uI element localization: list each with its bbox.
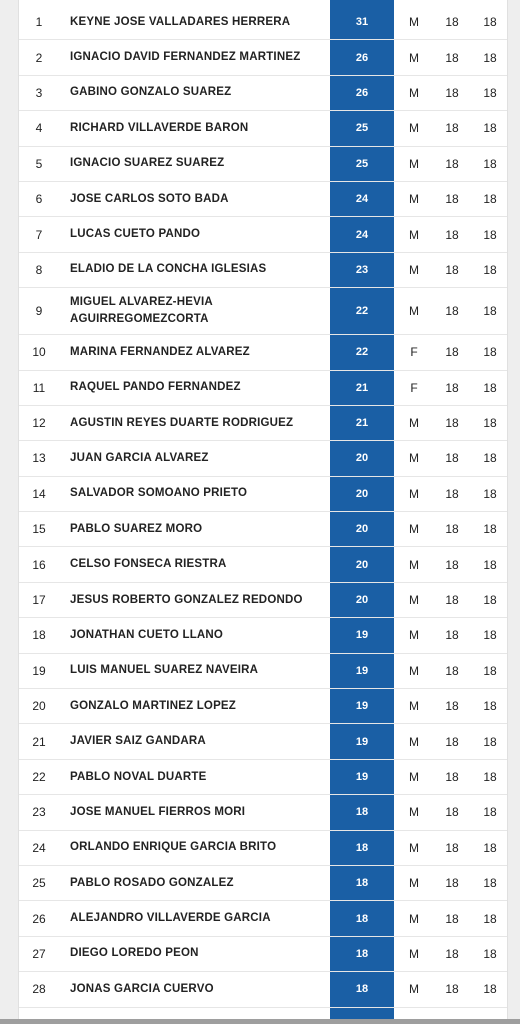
row-score: 20 — [355, 558, 369, 571]
row-player-name: IGNACIO DAVID FERNANDEZ MARTINEZ — [70, 51, 301, 64]
table-row — [19, 111, 507, 146]
table-row — [19, 583, 507, 618]
row-position: 6 — [35, 192, 43, 207]
row-sex: M — [409, 451, 419, 466]
row-sex: M — [409, 227, 419, 242]
row-value-a: 18 — [445, 50, 459, 65]
row-sex: M — [409, 304, 419, 319]
row-value-b: 18 — [483, 522, 497, 537]
row-score: 18 — [355, 877, 369, 890]
row-position: 17 — [32, 593, 46, 608]
row-sex: M — [409, 805, 419, 820]
row-player-name: DIEGO LOREDO PEON — [70, 947, 199, 960]
row-position: 10 — [32, 345, 46, 360]
row-sex: M — [409, 911, 419, 926]
row-player-name: ELADIO DE LA CONCHA IGLESIAS — [70, 263, 267, 276]
row-position: 5 — [35, 156, 43, 171]
row-score: 22 — [355, 346, 369, 359]
table-row — [19, 972, 507, 1007]
row-value-b: 18 — [483, 345, 497, 360]
row-value-b: 18 — [483, 770, 497, 784]
row-score: 26 — [355, 51, 369, 64]
row-value-b: 18 — [483, 192, 497, 207]
row-value-a: 18 — [445, 192, 459, 207]
row-position: 27 — [32, 946, 46, 961]
row-position: 14 — [32, 486, 46, 501]
row-sex: M — [409, 734, 419, 749]
row-position: 21 — [32, 734, 46, 749]
row-value-b: 18 — [483, 628, 497, 643]
row-value-b: 18 — [483, 699, 497, 714]
table-row — [19, 937, 507, 972]
table-row — [19, 477, 507, 512]
table-row — [19, 5, 507, 40]
row-sex: F — [410, 345, 418, 360]
row-sex: F — [410, 380, 418, 395]
row-score: 23 — [355, 263, 369, 276]
row-player-name: LUCAS CUETO PANDO — [70, 228, 201, 241]
row-sex: M — [409, 557, 419, 572]
row-player-name: JONATHAN CUETO LLANO — [70, 628, 224, 641]
row-player-name: ORLANDO ENRIQUE GARCIA BRITO — [70, 841, 277, 854]
table-row — [19, 335, 507, 370]
table-row — [19, 406, 507, 441]
row-score: 20 — [355, 487, 369, 500]
row-score: 19 — [355, 700, 369, 713]
row-player-name: JAVIER SAIZ GANDARA — [70, 735, 206, 748]
row-position: 25 — [32, 876, 46, 891]
row-score: 25 — [355, 157, 369, 170]
row-sex: M — [409, 262, 419, 277]
row-value-b: 18 — [483, 734, 497, 749]
row-value-b: 18 — [483, 304, 497, 319]
table-row — [19, 654, 507, 689]
row-position: 9 — [35, 304, 43, 319]
row-value-b: 18 — [483, 85, 497, 100]
table-row — [19, 40, 507, 75]
row-position: 13 — [32, 451, 46, 466]
row-value-a: 18 — [445, 451, 459, 466]
row-position: 20 — [32, 699, 46, 714]
row-player-name: JONAS GARCIA CUERVO — [70, 982, 214, 995]
row-value-a: 18 — [445, 380, 459, 395]
row-value-a: 18 — [445, 522, 459, 537]
row-value-a: 18 — [445, 262, 459, 277]
table-row — [19, 182, 507, 217]
row-sex: M — [409, 840, 419, 855]
row-position: 28 — [32, 982, 46, 997]
row-value-a: 18 — [445, 593, 459, 608]
row-position: 11 — [32, 380, 46, 395]
row-value-a: 18 — [445, 15, 459, 30]
table-row — [19, 147, 507, 182]
row-position: 19 — [32, 663, 46, 678]
row-value-a: 18 — [445, 345, 459, 360]
row-value-b: 18 — [483, 486, 497, 501]
row-position: 7 — [35, 227, 43, 242]
row-player-name: PABLO ROSADO GONZALEZ — [70, 876, 234, 889]
row-position: 22 — [32, 770, 46, 784]
table-row — [19, 901, 507, 936]
table-row — [19, 866, 507, 901]
row-score: 18 — [355, 841, 369, 854]
row-value-b: 18 — [483, 416, 497, 431]
row-value-a: 18 — [445, 557, 459, 572]
row-score: 22 — [355, 305, 369, 318]
row-value-a: 18 — [445, 121, 459, 136]
row-sex: M — [409, 593, 419, 608]
row-value-b: 18 — [483, 663, 497, 678]
row-player-name: PABLO NOVAL DUARTE — [70, 770, 207, 783]
row-position: 26 — [32, 911, 46, 926]
table-body — [19, 5, 507, 1008]
row-value-a: 18 — [445, 946, 459, 961]
row-sex: M — [409, 486, 419, 501]
row-sex: M — [409, 192, 419, 207]
row-value-b: 18 — [483, 982, 497, 997]
table-row — [19, 795, 507, 830]
table-row — [19, 831, 507, 866]
row-score: 20 — [355, 452, 369, 465]
table-row — [19, 441, 507, 476]
row-sex: M — [409, 156, 419, 171]
row-value-a: 18 — [445, 304, 459, 319]
row-score: 18 — [355, 912, 369, 925]
horizontal-scrollbar[interactable] — [0, 1019, 520, 1024]
row-sex: M — [409, 85, 419, 100]
row-position: 18 — [32, 628, 46, 643]
table-row — [19, 217, 507, 252]
row-value-b: 18 — [483, 946, 497, 961]
row-score: 31 — [355, 16, 369, 29]
row-value-a: 18 — [445, 628, 459, 643]
row-position: 1 — [35, 15, 43, 30]
row-value-a: 18 — [445, 770, 459, 784]
row-score: 19 — [355, 664, 369, 677]
row-score: 18 — [355, 947, 369, 960]
row-score: 18 — [355, 806, 369, 819]
row-score: 19 — [355, 771, 369, 783]
table-row — [19, 618, 507, 653]
row-value-a: 18 — [445, 227, 459, 242]
row-value-a: 18 — [445, 486, 459, 501]
row-sex: M — [409, 121, 419, 136]
row-value-a: 18 — [445, 156, 459, 171]
row-value-a: 18 — [445, 840, 459, 855]
row-sex: M — [409, 770, 419, 784]
row-score: 24 — [355, 228, 369, 241]
row-sex: M — [409, 15, 419, 30]
results-table — [18, 0, 508, 1024]
row-player-name: IGNACIO SUAREZ SUAREZ — [70, 157, 225, 170]
row-position: 8 — [35, 262, 43, 277]
table-row — [19, 371, 507, 406]
row-sex: M — [409, 946, 419, 961]
row-value-a: 18 — [445, 85, 459, 100]
row-player-name: AGUSTIN REYES DUARTE RODRIGUEZ — [70, 416, 294, 429]
row-player-name: JUAN GARCIA ALVAREZ — [70, 451, 209, 464]
table-row — [19, 724, 507, 759]
row-value-a: 18 — [445, 663, 459, 678]
table-row — [19, 689, 507, 724]
row-sex: M — [409, 876, 419, 891]
row-player-name: KEYNE JOSE VALLADARES HERRERA — [70, 15, 291, 28]
row-value-b: 18 — [483, 156, 497, 171]
row-value-a: 18 — [445, 699, 459, 714]
row-player-name: ALEJANDRO VILLAVERDE GARCIA — [70, 912, 271, 925]
row-score: 18 — [355, 983, 369, 996]
row-position: 16 — [32, 557, 46, 572]
row-player-name: MARINA FERNANDEZ ALVAREZ — [70, 345, 250, 358]
row-player-name: LUIS MANUEL SUAREZ NAVEIRA — [70, 664, 259, 677]
row-player-name: JOSE MANUEL FIERROS MORI — [70, 805, 246, 818]
row-position: 15 — [32, 522, 46, 537]
row-value-b: 18 — [483, 380, 497, 395]
row-score: 26 — [355, 86, 369, 99]
row-value-b: 18 — [483, 911, 497, 926]
table-row — [19, 76, 507, 111]
row-score: 21 — [355, 381, 369, 394]
row-position: 12 — [32, 416, 46, 431]
row-position: 23 — [32, 805, 46, 820]
row-value-b: 18 — [483, 805, 497, 820]
row-position: 2 — [35, 50, 43, 65]
row-sex: M — [409, 982, 419, 997]
row-player-name: SALVADOR SOMOANO PRIETO — [70, 487, 248, 500]
row-score: 19 — [355, 629, 369, 642]
row-player-name: JOSE CARLOS SOTO BADA — [70, 192, 229, 205]
row-player-name: JESUS ROBERTO GONZALEZ REDONDO — [70, 593, 303, 606]
row-value-b: 18 — [483, 840, 497, 855]
row-score: 19 — [355, 735, 369, 748]
row-sex: M — [409, 50, 419, 65]
table-row — [19, 547, 507, 582]
row-player-name: GABINO GONZALO SUAREZ — [70, 86, 232, 99]
row-value-b: 18 — [483, 593, 497, 608]
row-value-b: 18 — [483, 227, 497, 242]
row-value-a: 18 — [445, 416, 459, 431]
row-sex: M — [409, 699, 419, 714]
row-position: 24 — [32, 840, 46, 855]
row-player-name: RAQUEL PANDO FERNANDEZ — [70, 381, 241, 394]
row-score: 21 — [355, 417, 369, 430]
row-value-a: 18 — [445, 911, 459, 926]
row-player-name: PABLO SUAREZ MORO — [70, 522, 203, 535]
row-value-b: 18 — [483, 15, 497, 30]
table-row — [19, 253, 507, 288]
row-sex: M — [409, 663, 419, 678]
row-value-a: 18 — [445, 805, 459, 820]
row-sex: M — [409, 628, 419, 643]
row-player-name: GONZALO MARTINEZ LOPEZ — [70, 699, 237, 712]
row-value-a: 18 — [445, 876, 459, 891]
row-value-b: 18 — [483, 50, 497, 65]
row-sex: M — [409, 416, 419, 431]
row-value-b: 18 — [483, 262, 497, 277]
row-score: 20 — [355, 523, 369, 536]
row-position: 4 — [35, 121, 43, 136]
row-player-name: MIGUEL ALVAREZ-HEVIA AGUIRREGOMEZCORTA — [70, 296, 213, 326]
row-value-b: 18 — [483, 876, 497, 891]
row-position: 3 — [35, 85, 43, 100]
table-row — [19, 760, 507, 795]
table-row — [19, 288, 507, 335]
row-score: 24 — [355, 193, 369, 206]
row-score: 20 — [355, 594, 369, 607]
row-value-a: 18 — [445, 982, 459, 997]
row-value-b: 18 — [483, 451, 497, 466]
row-value-a: 18 — [445, 734, 459, 749]
row-score: 25 — [355, 122, 369, 135]
table-row — [19, 512, 507, 547]
row-player-name: RICHARD VILLAVERDE BARON — [70, 121, 249, 134]
row-value-b: 18 — [483, 557, 497, 572]
row-player-name: CELSO FONSECA RIESTRA — [70, 558, 227, 571]
row-sex: M — [409, 522, 419, 537]
row-value-b: 18 — [483, 121, 497, 136]
